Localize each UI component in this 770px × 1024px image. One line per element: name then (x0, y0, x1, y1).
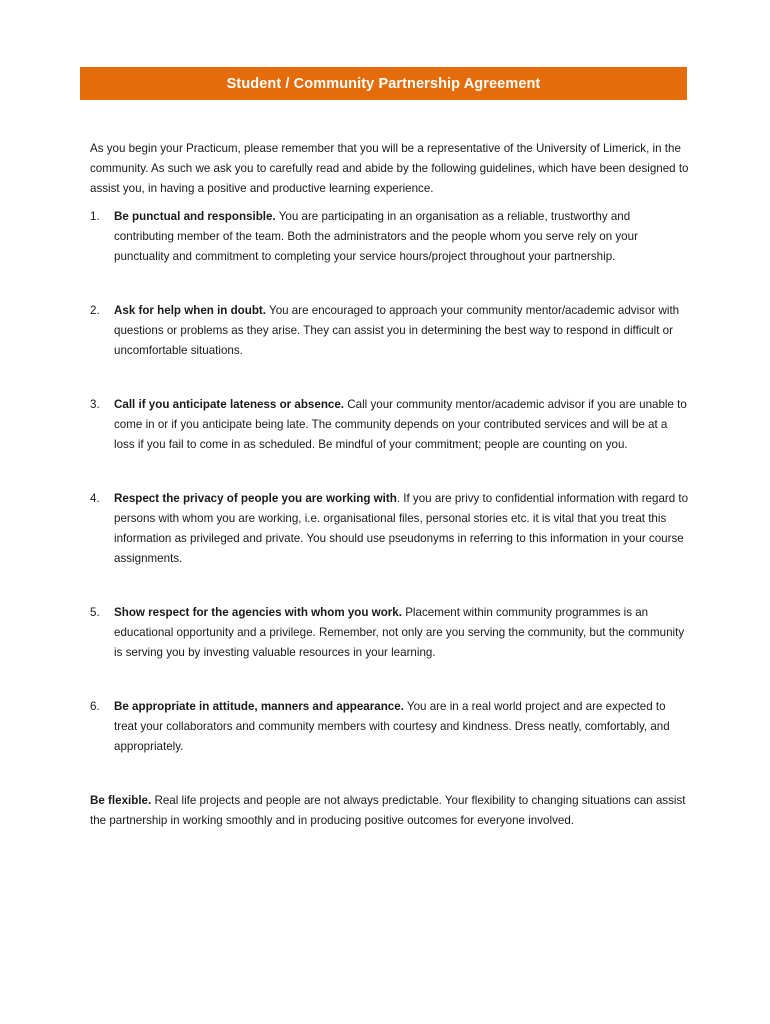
rule-body (114, 207, 690, 267)
rule-number: 6. (90, 700, 100, 713)
rule-number: 3. (90, 398, 100, 411)
agreement-body (90, 139, 690, 831)
rule-heading: Show respect for the agencies with whom you work. (114, 606, 402, 619)
rule-body (114, 697, 690, 757)
rule-body (114, 301, 690, 361)
intro-paragraph: As you begin your Practicum, please remember that you will be a representative of the University of Limerick, in the community. As such we ask you to carefully read and abide by the following guidelines, which have been designed to assist you, in having a positive and productive learning experience. (90, 142, 689, 195)
rule-number: 2. (90, 304, 100, 317)
rule-item-6 (90, 697, 690, 757)
page-title: Student / Community Partnership Agreement (226, 75, 541, 92)
rule-text: You are participating in an organisation as a reliable, trustworthy and contributing member of the team. Both the administrators and the people whom you serve rely on your punctuality and commitment to completing your service hours/project throughout your partnership. (114, 210, 638, 263)
rule-body (114, 489, 690, 569)
rule-item-1 (90, 207, 690, 267)
rule-text: You are in a real world project and are expected to treat your collaborators and community members with courtesy and kindness. Dress neatly, comfortably, and appropriately. (114, 700, 670, 753)
rule-heading: Be punctual and responsible. (114, 210, 276, 223)
rule-item-3 (90, 395, 690, 455)
rule-item-4 (90, 489, 690, 569)
closing-paragraph (90, 791, 690, 831)
rule-heading: Call if you anticipate lateness or absence. (114, 398, 345, 411)
rule-heading: Be appropriate in attitude, manners and appearance. (114, 700, 404, 713)
rule-heading: Respect the privacy of people you are working with (114, 492, 397, 505)
rule-body (114, 395, 690, 455)
rule-item-2 (90, 301, 690, 361)
rule-number: 1. (90, 210, 100, 223)
closing-heading: Be flexible. (90, 794, 152, 807)
rule-text: Call your community mentor/academic advisor if you are unable to come in or if you anticipate being late. The community depends on your contributed services and will be at a loss if you fail to come in as scheduled. Be mindful of your commitment; people are counting on you. (114, 398, 687, 451)
title-bar (80, 67, 687, 100)
rule-text: . If you are privy to confidential information with regard to persons with whom you are working, i.e. organisational files, personal stories etc. it is vital that you treat this information as privileged and private. You should use pseudonyms in referring to this information in your course assignments. (114, 492, 689, 565)
rule-body (114, 603, 690, 663)
rule-text: You are encouraged to approach your community mentor/academic advisor with questions or problems as they arise. They can assist you in determining the best way to respond in difficult or uncomfortable situations. (114, 304, 680, 357)
rule-item-5 (90, 603, 690, 663)
rule-number: 4. (90, 492, 100, 505)
rule-number: 5. (90, 606, 100, 619)
rule-heading: Ask for help when in doubt. (114, 304, 267, 317)
closing-text: Real life projects and people are not always predictable. Your flexibility to changing situations can assist the partnership in working smoothly and in producing positive outcomes for everyone involved. (90, 794, 686, 827)
rule-text: Placement within community programmes is an educational opportunity and a privilege. Remember, not only are you serving the community, but the community is serving you by investing valuable resources in your learning. (114, 606, 685, 659)
